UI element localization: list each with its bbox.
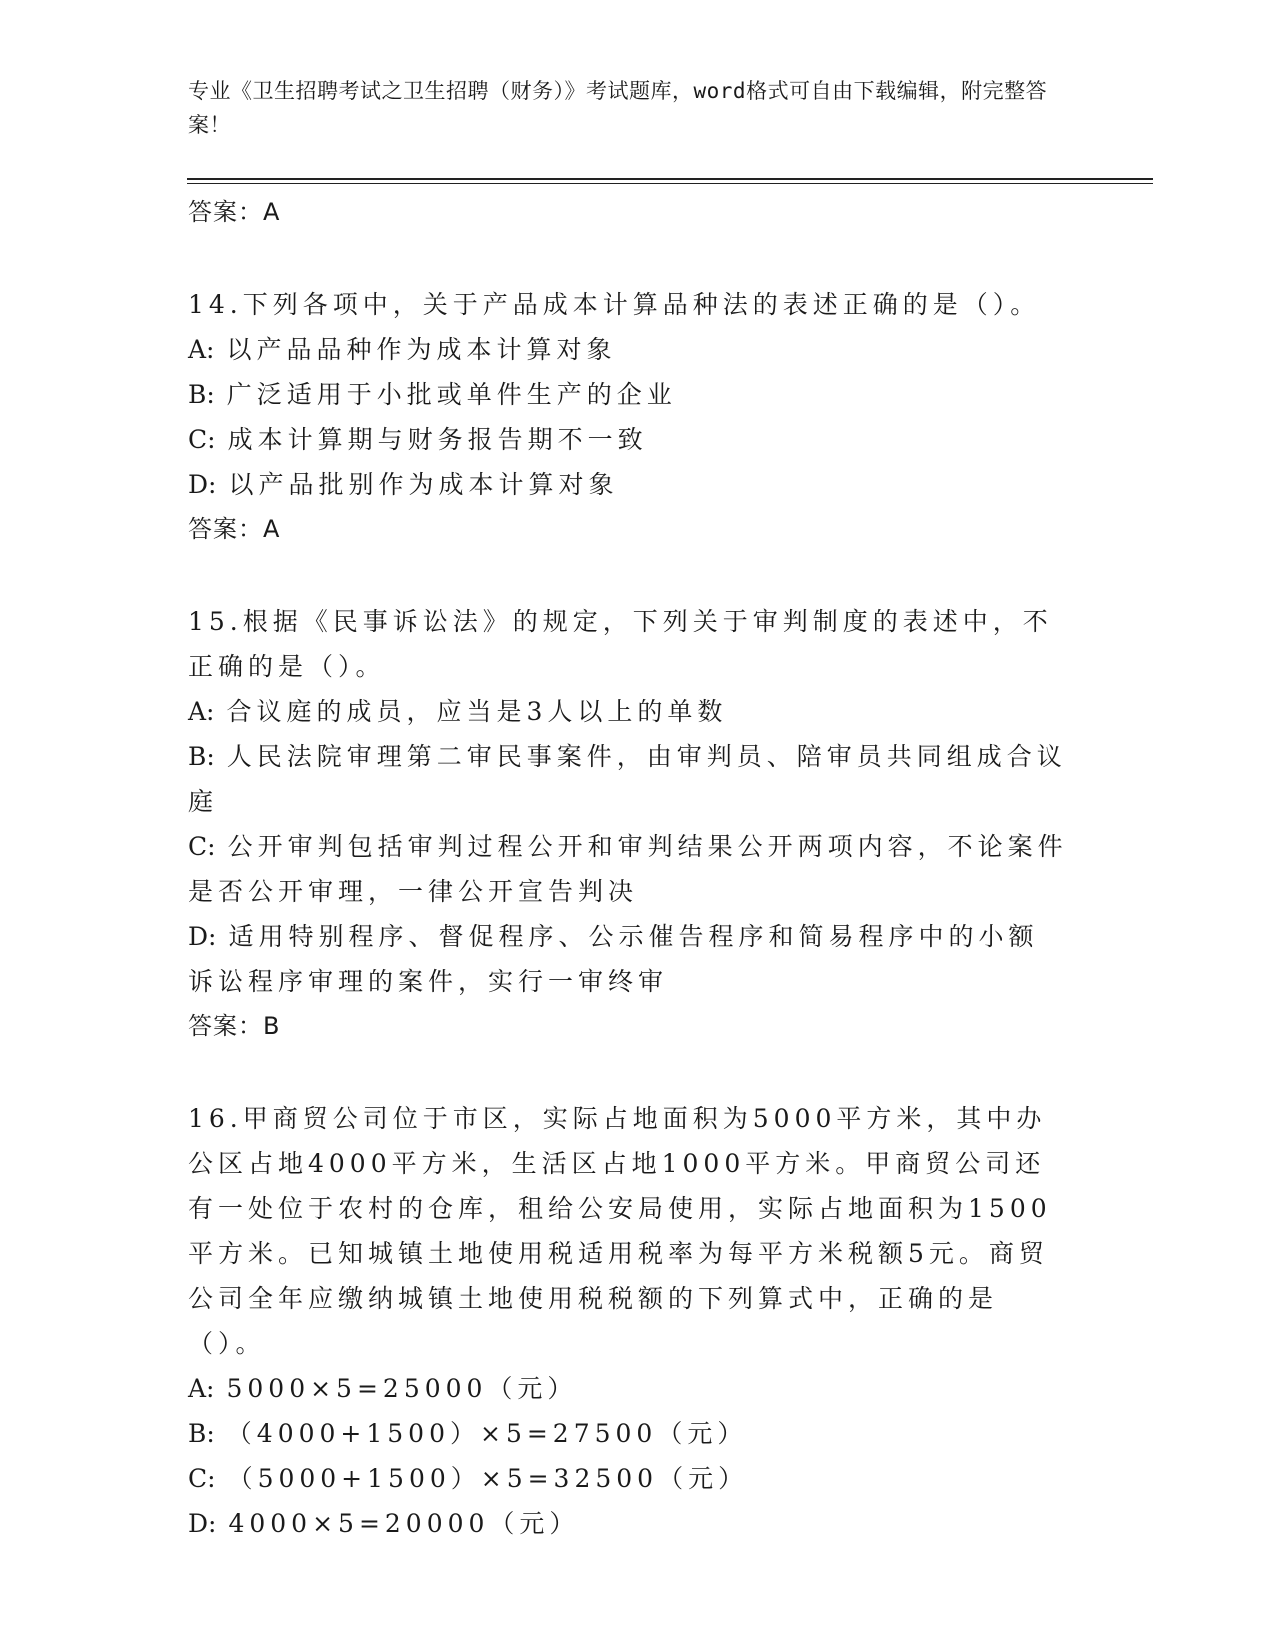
- option-label: B:: [188, 380, 215, 409]
- option-c: [188, 417, 1068, 462]
- question-15: [188, 599, 1068, 1048]
- option-c: [188, 1456, 1068, 1501]
- header-divider-thin: [187, 183, 1153, 184]
- option-label: D:: [188, 470, 217, 499]
- option-label: B:: [188, 1419, 215, 1448]
- option-text: （4000+1500）×5=27500（元）: [226, 1419, 748, 1448]
- option-d: [188, 914, 1068, 1004]
- option-a: [188, 1366, 1068, 1411]
- question-stem: 15.根据《民事诉讼法》的规定，下列关于审判制度的表述中，不正确的是（）。: [188, 607, 1053, 681]
- option-label: A:: [188, 1374, 215, 1403]
- option-text: 5000×5=25000（元）: [226, 1374, 578, 1403]
- question-16: [188, 1096, 1068, 1546]
- option-label: A:: [188, 697, 215, 726]
- option-b: [188, 734, 1068, 824]
- question-14: [188, 282, 1068, 551]
- option-a: [188, 327, 1068, 372]
- option-label: C:: [188, 1464, 216, 1493]
- option-text: 成本计算期与财务报告期不一致: [227, 425, 648, 454]
- option-text: 4000×5=20000（元）: [228, 1509, 580, 1538]
- option-label: A:: [188, 335, 215, 364]
- option-text: 人民法院审理第二审民事案件，由审判员、陪审员共同组成合议庭: [188, 742, 1067, 816]
- document-body: [188, 188, 1068, 1546]
- option-label: C:: [188, 832, 216, 861]
- option-text: （5000+1500）×5=32500（元）: [227, 1464, 749, 1493]
- option-label: B:: [188, 742, 215, 771]
- option-text: 适用特别程序、督促程序、公示催告程序和简易程序中的小额诉讼程序审理的案件，实行一审终审: [188, 922, 1039, 996]
- option-label: D:: [188, 922, 217, 951]
- answer-line: 答案：A: [188, 198, 281, 226]
- header-note: 专业《卫生招聘考试之卫生招聘（财务）》考试题库，word格式可自由下载编辑，附完整答案！: [188, 79, 1048, 137]
- answer-line: 答案：B: [188, 1012, 281, 1040]
- option-text: 合议庭的成员，应当是3人以上的单数: [226, 697, 728, 726]
- option-b: [188, 372, 1068, 417]
- header-divider: [187, 178, 1153, 180]
- option-b: [188, 1411, 1068, 1456]
- question-stem: 14.下列各项中，关于产品成本计算品种法的表述正确的是（）。: [188, 290, 1041, 319]
- option-text: 广泛适用于小批或单件生产的企业: [226, 380, 677, 409]
- option-a: [188, 689, 1068, 734]
- option-d: [188, 1501, 1068, 1546]
- question-stem: 16.甲商贸公司位于市区，实际占地面积为5000平方米，其中办公区占地4000平方米，生活区占地1000平方米。甲商贸公司还有一处位于农村的仓库，租给公安局使用，实际占地面积为1500平方米。已知城镇土地使用税适用税率为每平方米税额5元。商贸公司全年应缴纳城镇土地使用税税额的下列算式中，正确的是（）。: [188, 1104, 1052, 1358]
- option-text: 以产品批别作为成本计算对象: [228, 470, 619, 499]
- option-label: D:: [188, 1509, 217, 1538]
- option-text: 以产品品种作为成本计算对象: [226, 335, 617, 364]
- answer-line: 答案：A: [188, 515, 281, 543]
- option-text: 公开审判包括审判过程公开和审判结果公开两项内容，不论案件是否公开审理，一律公开宣告判决: [188, 832, 1068, 906]
- option-c: [188, 824, 1068, 914]
- option-d: [188, 462, 1068, 507]
- option-label: C:: [188, 425, 216, 454]
